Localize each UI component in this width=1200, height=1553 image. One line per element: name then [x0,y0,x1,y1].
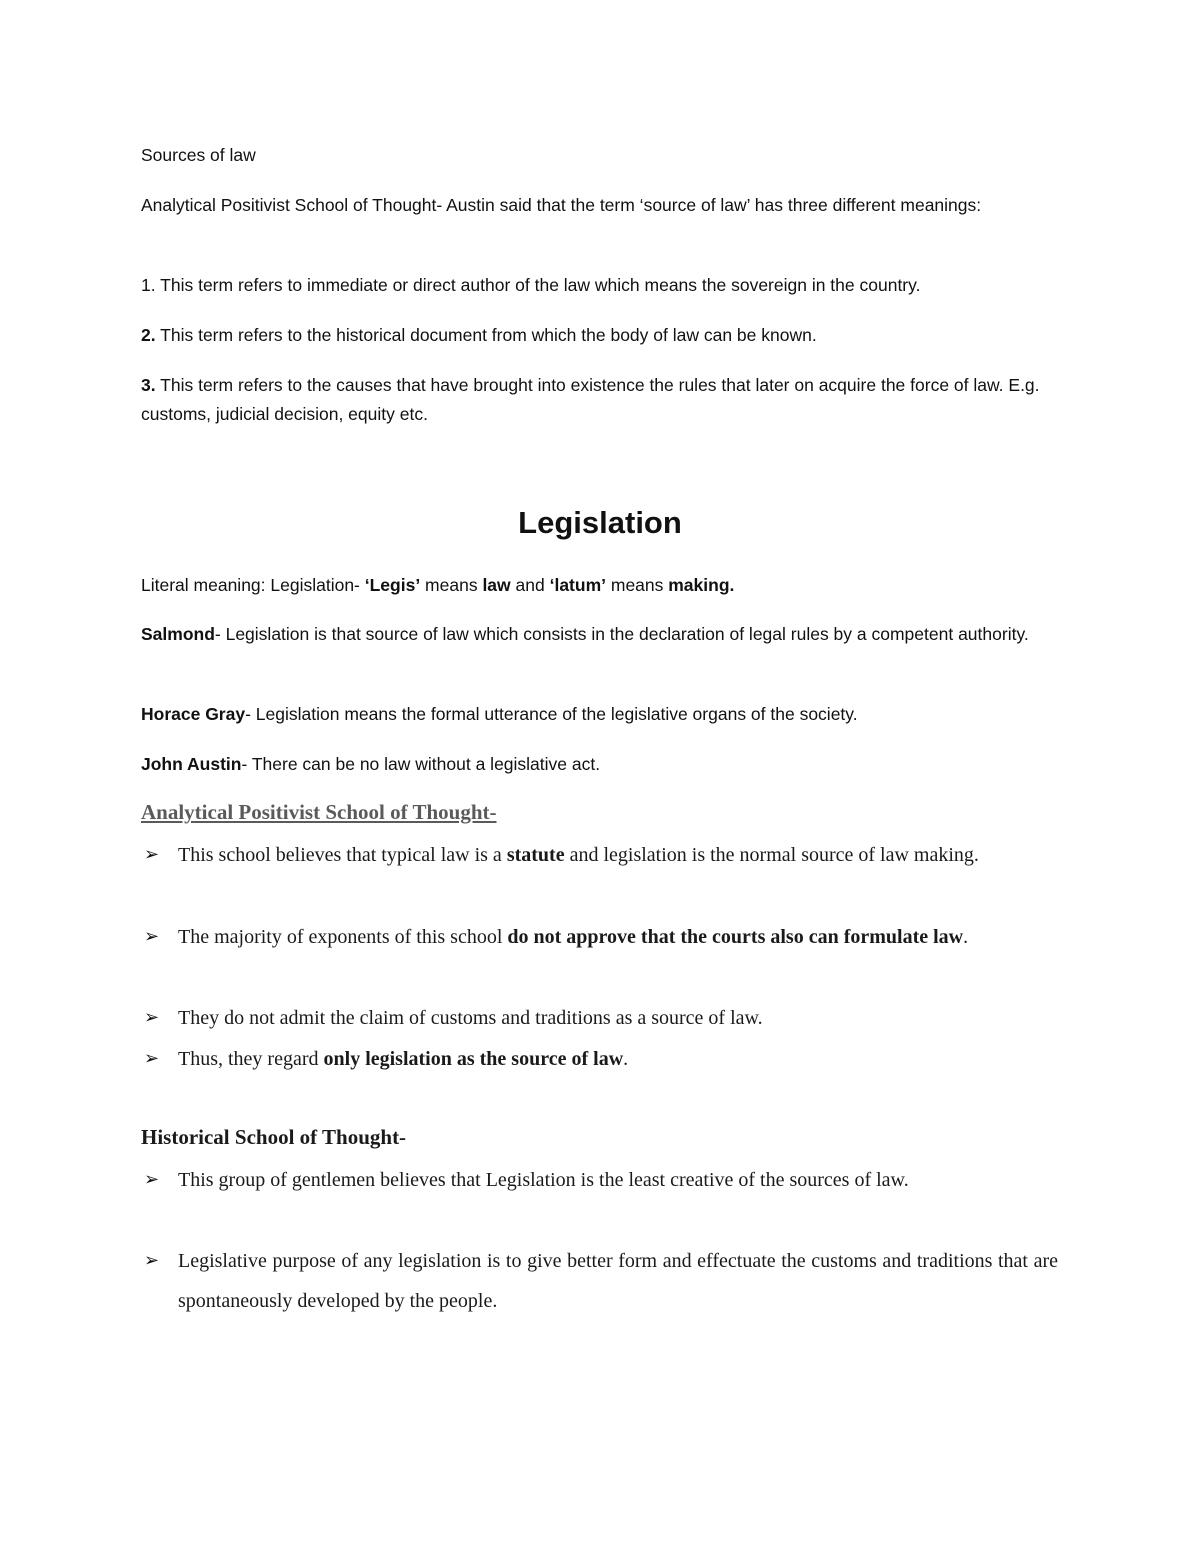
definition-text: - There can be no law without a legislative act. [241,754,601,774]
author-name: Horace Gray [141,704,246,724]
bullet-text: and legislation is the normal source of law making. [564,844,979,866]
literal-text: means [606,575,669,595]
meaning-text: This term refers to immediate or direct author of the law which means the sovereign in the country. [155,275,921,295]
meaning-text: This term refers to the causes that have brought into existence the rules that later on acquire the force of law. E.g. customs, judicial decision, equity etc. [141,375,1040,424]
literal-label: Literal meaning [141,575,261,595]
bullet-text: They do not admit the claim of customs and traditions as a source of law. [178,1007,763,1029]
bullet-text: The majority of exponents of this school [178,926,508,948]
meaning-2 [141,321,1061,350]
historical-bullet-1 [144,1160,1058,1200]
definition-salmond [141,620,1061,649]
bullet-text: This school believes that typical law is a [178,844,507,866]
arrow-bullet-icon: ➢ [144,1169,160,1190]
definition-horace-gray [141,700,1061,729]
analytical-bullet-3 [144,998,1058,1038]
meaning-3 [141,371,1061,429]
literal-term-latum: ‘latum’ [549,575,606,595]
bullet-text: Legislative purpose of any legislation is to give better form and effectuate the customs and traditions that are spontaneously developed by the people. [178,1250,1058,1312]
definition-text: - Legislation is that source of law which consists in the declaration of legal rules by a competent authority. [214,624,1029,644]
analytical-bullet-1 [144,835,1058,875]
arrow-bullet-icon: ➢ [144,844,160,865]
austin-paragraph: Analytical Positivist School of Thought- Austin said that the term ‘source of law’ has three different meanings: [141,195,982,215]
historical-bullet-2 [144,1241,1058,1321]
definition-text: - Legislation means the formal utterance of the legislative organs of the society. [245,704,858,724]
doc-title: Sources of law [141,145,256,165]
bullet-text: . [623,1048,629,1070]
meaning-number: 1. [141,275,156,295]
bullet-bold: only legislation as the source of law [323,1048,624,1070]
literal-term-law: law [482,575,511,595]
arrow-bullet-icon: ➢ [144,1250,160,1271]
analytical-bullet-2 [144,917,1058,957]
bullet-text: . [963,926,969,948]
literal-text: : Legislation- [260,575,365,595]
bullet-bold: do not approve that the courts also can formulate law [507,926,964,948]
literal-term-making: making. [668,575,735,595]
arrow-bullet-icon: ➢ [144,1048,160,1069]
author-name: Salmond [141,624,215,644]
meaning-number: 2. [141,325,156,345]
bullet-text: Thus, they regard [178,1048,324,1070]
bullet-bold: statute [506,844,565,866]
literal-meaning [141,571,1061,600]
author-name: John Austin [141,754,242,774]
meaning-1 [141,271,1061,300]
definition-john-austin [141,750,1061,779]
arrow-bullet-icon: ➢ [144,926,160,947]
literal-text: and [510,575,550,595]
historical-heading: Historical School of Thought- [141,1125,407,1149]
legislation-heading: Legislation [518,505,682,540]
meaning-number: 3. [141,375,156,395]
literal-term-legis: ‘Legis’ [364,575,421,595]
meaning-text: This term refers to the historical document from which the body of law can be known. [155,325,817,345]
analytical-heading: Analytical Positivist School of Thought- [141,800,497,824]
analytical-bullet-4 [144,1039,1058,1079]
arrow-bullet-icon: ➢ [144,1007,160,1028]
bullet-text: This group of gentlemen believes that Legislation is the least creative of the sources of law. [178,1169,909,1191]
literal-text: means [420,575,483,595]
